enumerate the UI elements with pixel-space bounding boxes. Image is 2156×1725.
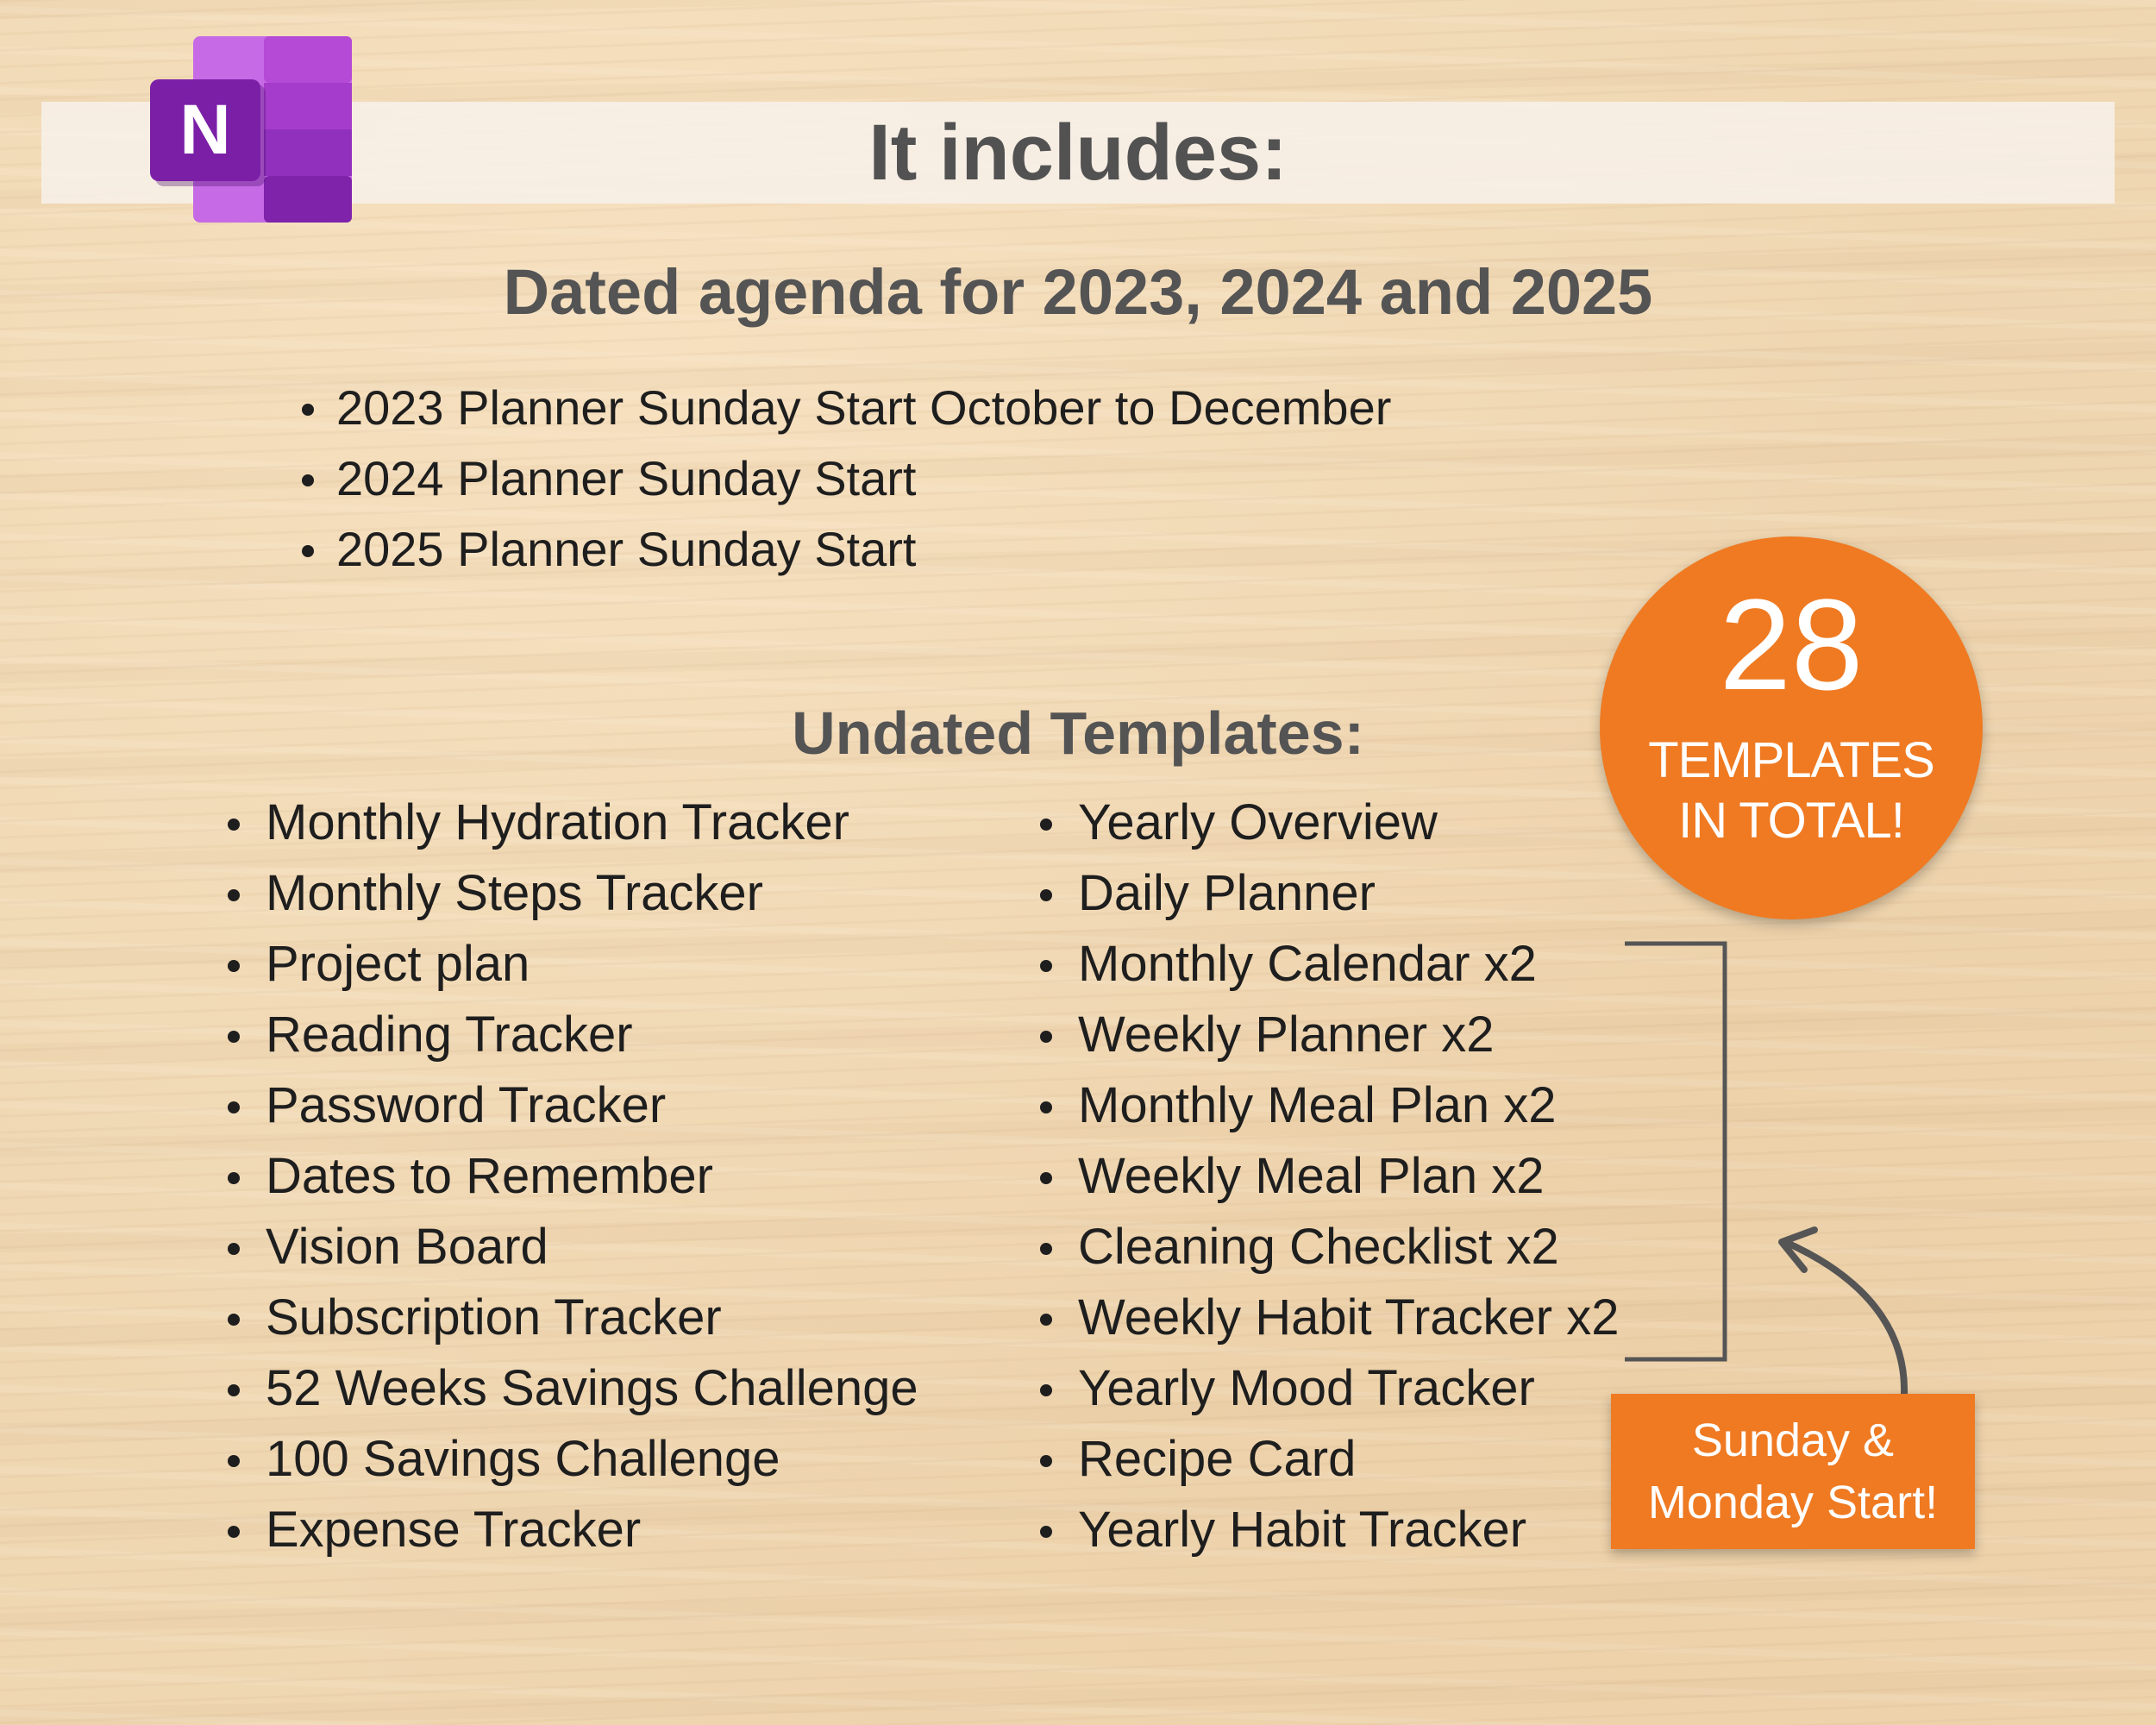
list-item: Weekly Meal Plan x2 [1035, 1147, 1619, 1218]
undated-heading: Undated Templates: [792, 699, 1364, 767]
list-item: 52 Weeks Savings Challenge [222, 1359, 918, 1430]
undated-list-right [1035, 794, 1619, 1571]
list-item: Monthly Steps Tracker [222, 864, 918, 935]
onenote-logo-icon [148, 34, 355, 226]
total-templates-badge [1600, 536, 1983, 919]
list-item: Yearly Mood Tracker [1035, 1359, 1619, 1430]
list-item: Yearly Overview [1035, 794, 1619, 864]
list-item: Vision Board [222, 1218, 918, 1289]
list-item: Monthly Hydration Tracker [222, 794, 918, 864]
list-item: 2025 Planner Sunday Start [298, 521, 1391, 592]
list-item: Reading Tracker [222, 1006, 918, 1076]
badge-number: 28 [1719, 572, 1864, 717]
dated-heading: Dated agenda for 2023, 2024 and 2025 [503, 256, 1653, 328]
badge-label: TEMPLATES IN TOTAL! [1648, 732, 1934, 849]
undated-list-left [222, 794, 918, 1571]
curved-arrow-icon [1759, 1225, 1932, 1414]
list-item: Recipe Card [1035, 1430, 1619, 1501]
list-item: Weekly Planner x2 [1035, 1006, 1619, 1076]
list-item: Project plan [222, 935, 918, 1006]
list-item: Yearly Habit Tracker [1035, 1501, 1619, 1571]
bracket-icon [1621, 940, 1742, 1363]
start-note-box [1611, 1394, 1975, 1549]
list-item: Cleaning Checklist x2 [1035, 1218, 1619, 1289]
list-item: Weekly Habit Tracker x2 [1035, 1289, 1619, 1359]
list-item: Expense Tracker [222, 1501, 918, 1571]
list-item: 2023 Planner Sunday Start October to December [298, 380, 1391, 450]
list-item: Monthly Meal Plan x2 [1035, 1076, 1619, 1147]
list-item: Daily Planner [1035, 864, 1619, 935]
list-item: Dates to Remember [222, 1147, 918, 1218]
start-note-text: Sunday & Monday Start! [1647, 1414, 1939, 1528]
list-item: 100 Savings Challenge [222, 1430, 918, 1501]
list-item: Subscription Tracker [222, 1289, 918, 1359]
logo-letter: N [179, 91, 231, 169]
page-title: It includes: [868, 108, 1288, 197]
list-item: Monthly Calendar x2 [1035, 935, 1619, 1006]
dated-list [298, 380, 1391, 592]
list-item: 2024 Planner Sunday Start [298, 450, 1391, 521]
list-item: Password Tracker [222, 1076, 918, 1147]
